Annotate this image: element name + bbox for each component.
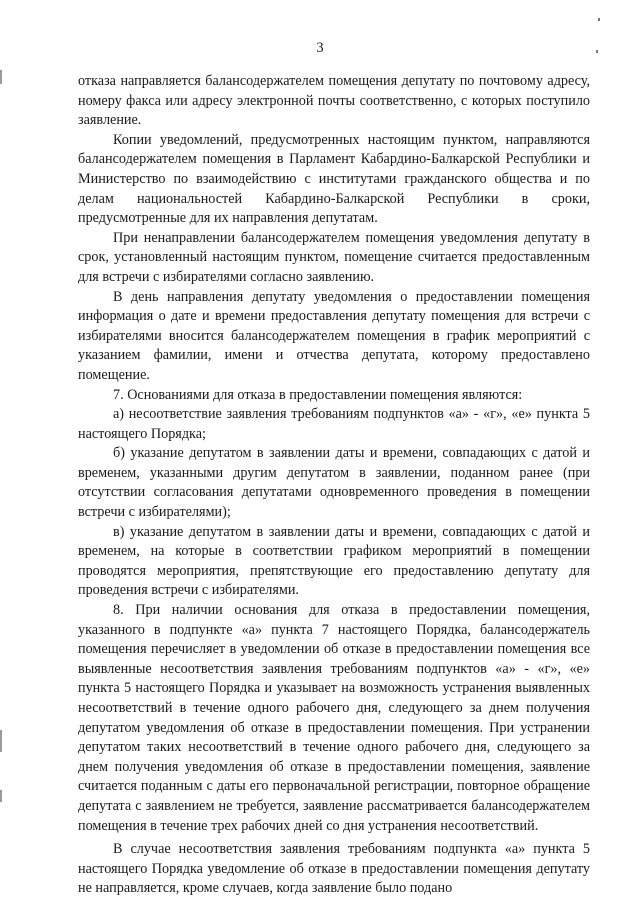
paragraph: В случае несоответствия заявления требованиям подпункта «а» пункта 5 настоящего Порядка уведомление об отказе в предоставлении помещения депутату не направляется, кроме случаев, когда заявление было подано <box>78 841 590 897</box>
paragraph: в) указание депутатом в заявлении даты и времени, совпадающих с датой и временем, на которые в соответствии графиком мероприятий в помещении проводятся мероприятия, препятствующие его предоставлению депутату для проведения встречи с избирателями. <box>78 523 590 599</box>
paragraph: В день направления депутату уведомления о предоставлении помещения информация о дате и времени предоставления депутату помещения для встречи с избирателями вносится балансодержателем помещения в график мероприятий с указанием фамилии, имени и отчества депутата, которому предоставлено помещение. <box>78 288 590 383</box>
paragraph: 7. Основаниями для отказа в предоставлении помещения являются: <box>113 386 523 403</box>
paragraph: б) указание депутатом в заявлении даты и времени, совпадающих с датой и временем, указанными другим депутатом в заявлении, поданном ранее (при отсутствии согласования депутатами одновременного проведения в помещении встречи с избирателями); <box>78 445 590 521</box>
scan-edge-mark <box>0 730 2 752</box>
scan-dot-mark <box>596 50 598 53</box>
scan-dot-mark <box>598 18 600 21</box>
document-body <box>78 72 590 899</box>
page-number: 3 <box>316 40 324 56</box>
paragraph: 8. При наличии основания для отказа в предоставлении помещения, указанного в подпункте «а» пункта 7 настоящего Порядка, балансодержатель помещения перечисляет в уведомлении об отказе в предоставлении помещения все выявленные несоответствия заявления требованиям подпунктов «а» - «г», «е» пункта 5 настоящего Порядка и указывает на возможность устранения выявленных несоответствий в течение одного рабочего дня, следующего за днем получения депутатом уведомления об отказе в предоставлении помещения. При устранении депутатом таких несоответствий в течение одного рабочего дня, следующего за днем получения уведомления об отказе в предоставлении помещения, заявление считается поданным с даты его первоначальной регистрации, повторное обращение депутата с заявлением не требуется, заявление рассматривается балансодержателем помещения в течение трех рабочих дней со дня устранения несоответствий. <box>78 602 590 834</box>
scan-edge-mark <box>0 70 2 84</box>
paragraph: а) несоответствие заявления требованиям подпунктов «а» - «г», «е» пункта 5 настоящего Порядка; <box>78 406 590 442</box>
paragraph: отказа направляется балансодержателем помещения депутату по почтовому адресу, номеру факса или адресу электронной почты соответственно, с которых поступило заявление. <box>78 73 590 129</box>
scan-edge-mark <box>0 790 2 802</box>
paragraph: При ненаправлении балансодержателем помещения уведомления депутату в срок, установленный настоящим пунктом, помещение считается предоставленным для встречи с избирателями согласно заявлению. <box>78 229 590 285</box>
paragraph: Копии уведомлений, предусмотренных настоящим пунктом, направляются балансодержателем помещения в Парламент Кабардино-Балкарской Республики и Министерство по взаимодействию с институтами гражданского общества и по делам национальностей Кабардино-Балкарской Республики в сроки, предусмотренные для их направления депутатам. <box>78 131 590 227</box>
